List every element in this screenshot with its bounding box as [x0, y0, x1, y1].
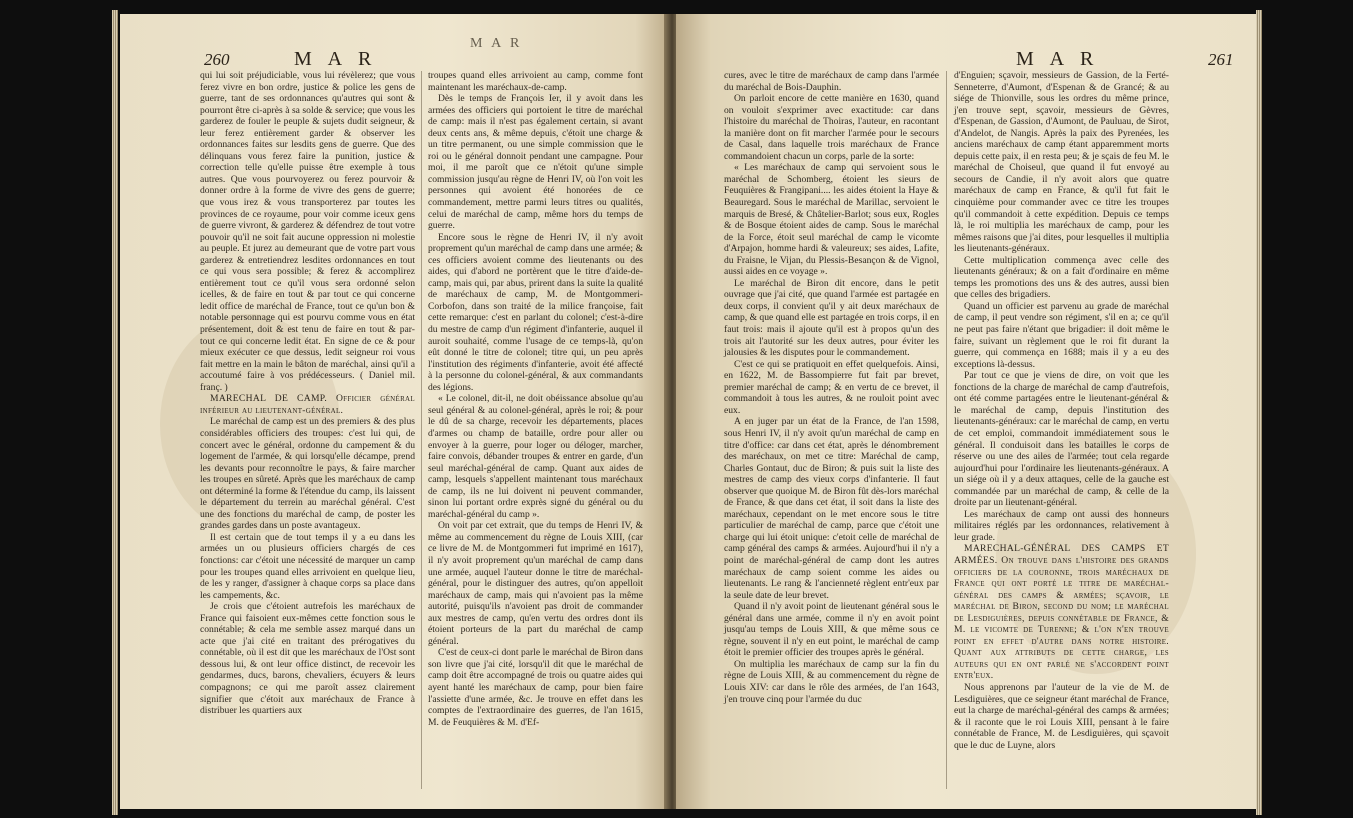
- paragraph: Encore sous le règne de Henri IV, il n'y avoit proprement qu'un maréchal de camp dans une armée; & ces officiers avoient comme des lieutenants ou des aides, qui d'abord ne portèrent que le titre d'aide-de-camp, mais qui, par abus, prirent dans la suite la qualité de maréchaux de camp, M. de Montgommeri-Corbofon, dans son traité de la milice françoise, fait cette remarque: c'est en parlant du colonel; c'est-à-dire du mestre de camp d'un régiment d'infanterie, auquel il auroit souhaité, comme l'usage de ce temps-là, qu'on eût donné le titre de colonel; titre qui, un peu après l'institution des régiments d'infanterie, avoit été affecté à la personne du colonel-général, & aux commandants des légions.: [428, 231, 643, 393]
- paragraph: qui lui soit préjudiciable, vous lui révèlerez; que vous ferez vivre en bon ordre, justice & police les gens de guerre, tant de ses ordonnances qu'autres qui sont & pourront être ci-après à sa solde & service; que vous les garderez de fouler le peuple & sujets dudit seigneur, & leur ferez entièrement garder & observer les ordonnances faites sur lesdits gens de guerre. Que des délinquans vous ferez faire la punition, justice & correction telle qu'elle puisse être exemple à tous autres. Que vous pourvoyerez ou ferez pourvoir & donner ordre à la forme de vivre des gens de guerre; que vous irez & vous transporterez par toutes les provinces de ce royaume, pour voir comme iceux gens de guerre vivront, & garderez & défendrez de tout votre pouvoir qu'il ne soit fait aucune oppression ni molestie au peuple. Et jurez au demeurant que de votre part vous garderez & entretiendrez lesdites ordonnances en tout ce qui vous sera possible; & ferez & accomplirez entièrement tout ce qu'il vous sera ordonné selon icelles, & de faire en tout & par tout ce qui concerne ledit office de maréchal de France, tout ce qu'un bon & notable personnage qui est pourvu comme vous en état présentement, doit & est tenu de faire en tout & par-tout ce qui concerne ledit état. En signe de ce & pour mieux exécuter ce que dessus, ledit seigneur roi vous fait mettre en la main le bâton de maréchal, ainsi qu'il a accoutumé faire à vos prédécesseurs. ( Daniel mil. franç. ): [200, 70, 415, 393]
- paragraph: Le maréchal de Biron dit encore, dans le petit ouvrage que j'ai cité, que quand l'armée est partagée en deux corps, il convient qu'il y ait deux maréchaux de camp, & que quand elle est partagée en trois corps, il en faut trois: mais il ajoute qu'il est à propos qu'un des trois ait l'autorité sur les deux autres, pour éviter les jalousies & les disputes pour le commandement.: [724, 277, 939, 359]
- paragraph: « Les maréchaux de camp qui servoient sous le maréchal de Schomberg, étoient les sieurs de Feuquières & Frangipani.... les aides étoient la Haye & Beauregard. Sous le maréchal de Marillac, servoient le marquis de Bresé, & Châtelier-Barlot; sous eux, Rogles & de Bosque étoient aides de camp. Sous le maréchal de la Force, étoit seul maréchal de camp le vicomte d'Arpajon, homme hardi & valeureux; ses aides, Lafite, du Fraisne, le Vijan, du Plessis-Besançon & de Vignol, aussi aides en ce voyage ».: [724, 162, 939, 278]
- paragraph: C'est de ceux-ci dont parle le maréchal de Biron dans son livre que j'ai cité, lorsqu'il dit que le maréchal de camp doit être accompagné de trois ou quatre aides qui ayent hanté les maréchaux de camp, pour bien faire l'assiette d'une armée, &c. Je trouve en effet dans les comptes de l'extraordinaire des guerres, de l'an 1615, M. de Feuquières & M. d'Ef-: [428, 647, 643, 728]
- paragraph: Le maréchal de camp est un des premiers & des plus considérables officiers des troupes: c'est lui qui, de concert avec le général, ordonne du campement & du logement de l'armée, & qui lorsqu'elle décampe, prend les devants pour reconnoître le pays, & faire marcher les troupes en sûreté. Après que les maréchaux de camp ont déterminé la forme & l'étendue du camp, ils laissent le département du terrein au maréchal général. C'est une des fonctions du maréchal de camp, de poster les grandes gardes dans un poste avantageux.: [200, 416, 415, 532]
- entry-heading: MARECHAL DE CAMP. Officier général inférieur au lieutenant-général.: [200, 393, 415, 416]
- paragraph: On parloit encore de cette manière en 1630, quand on vouloit s'exprimer avec exactitude: car dans l'histoire du maréchal de Thoiras, l'auteur, en racontant la manière dont on fit marcher l'armée pour le secours de Casal, dans laquelle trois maréchaux de France commandoient chacun un corps, parle de la sorte:: [724, 93, 939, 162]
- left-running-head: M A R: [294, 48, 378, 70]
- paragraph: troupes quand elles arrivoient au camp, comme font maintenant les maréchaux-de-camp.: [428, 70, 643, 93]
- right-page-edge: [1256, 10, 1262, 815]
- right-running-head: M A R: [1016, 48, 1100, 70]
- paragraph: cures, avec le titre de maréchaux de camp dans l'armée du maréchal de Bois-Dauphin.: [724, 70, 939, 93]
- paragraph: « Le colonel, dit-il, ne doit obéissance absolue qu'au seul général & au colonel-général, après le roi; & pour le dû de sa charge, recevoir les départements, places d'armes ou champ de bataille, ordre pour aller ou envoyer à la guerre, pour loger ou déloger, marcher, faire convois, débander troupes & entrer en garde, d'un seul maréchal-général de camp. Quant aux aides de camp, lesquels s'appellent maintenant tous maréchaux de camp, ils ne lui doivent ni peuvent commander, sinon lui portant ordre exprès signé du général ou du maréchal-général du camp ».: [428, 393, 643, 520]
- paragraph: Dès le temps de François Ier, il y avoit dans les armées des officiers qui portoient le titre de maréchal de camp: mais il n'est pas également certain, si avant deux cents ans, & même depuis, c'étoit une charge & un titre permanent, ou une simple commission que le roi ou le général donnoit pendant une campagne. Pour moi, il me paroît que ce n'étoit qu'une simple commission jusqu'au règne de Henri IV, où l'on voit les personnes qui avoient été honorées de ce commandement, mettre parmi leurs titres ou qualités, celui de maréchal de camp, même hors du temps de guerre.: [428, 93, 643, 232]
- right-page-number: 261: [1208, 50, 1234, 69]
- paragraph: Les maréchaux de camp ont aussi des honneurs militaires réglés par les ordonnances, relativement à leur grade.: [954, 508, 1169, 543]
- column-rule: [421, 71, 422, 789]
- paragraph: Il est certain que de tout temps il y a eu dans les armées un ou plusieurs officiers chargés de ces fonctions: car c'étoit une nécessité de marquer un camp pour les troupes quand elles arrivoient en quelque lieu, de les y ranger, d'assigner à chaque corps sa place dans les campements, &c.: [200, 531, 415, 601]
- paragraph: C'est ce qui se pratiquoit en effet quelquefois. Ainsi, en 1622, M. de Bassompierre fut fait par brevet, premier maréchal de camp; & en vertu de ce brevet, il commandoit à tous les autres, & ne rouloit point avec eux.: [724, 358, 939, 416]
- paragraph: d'Enguien; sçavoir, messieurs de Gassion, de la Ferté-Senneterre, d'Aumont, d'Espenan & de Grancé; & au siége de Thionville, sous les ordres du même prince, j'en trouve sept, sçavoir, messieurs de Gèvres, d'Espenan, de Gassion, d'Aumont, de Pauluau, de Sirot, d'Andelot, de Nangis. Après la paix des Pyrenées, les anciens maréchaux de camp étant apparemment morts depuis cette paix, il en resta peu; & je sçais de feu M. le maréchal de Choiseul, que quand il fut envoyé au secours de Candie, il n'y avoit alors que quatre maréchaux de camp en France, & qu'il fut fait le cinquième pour commander avec ce titre les troupes qu'il commandoit à cette expédition. Depuis ce temps là, le roi multiplia les maréchaux de camp, pour les mêmes raisons que j'ai dites, pour lesquelles il multiplia les lieutenants-généraux.: [954, 70, 1169, 255]
- column-rule: [946, 71, 947, 789]
- entry-heading: MARECHAL-GÉNÉRAL DES CAMPS ET ARMÉES. On trouve dans l'histoire des grands officiers de la couronne, trois maréchaux de France qui ont porté le titre de maréchal-général des camps & armées; sçavoir, le maréchal de Biron, second du nom; le maréchal de Lesdiguières, depuis connétable de France, & M. le vicomte de Turenne; & l'on n'en trouve point en effet d'autre dans notre histoire. Quant aux attributs de cette charge, les auteurs qui en ont parlé ne s'accordent point entr'eux.: [954, 543, 1169, 682]
- left-column-2: [428, 70, 643, 728]
- left-page-number: 260: [204, 50, 230, 69]
- paragraph: Quand un officier est parvenu au grade de maréchal de camp, il peut vendre son régiment, s'il en a; ce qu'il ne peut pas faire n'étant que brigadier: il doit même le faire, suivant un règlement que le roi fit durant la guerre, qui commença en 1688; mais il y a eu des exceptions là-dessus.: [954, 300, 1169, 370]
- paragraph: Je crois que c'étoient autrefois les maréchaux de France qui faisoient eux-mêmes cette fonction sous le connétable; & cela me semble assez marqué dans un acte que j'ai cité en traitant des prérogatives du connétable, où il est dit que les maréchaux de l'Ost sont dessous lui, & ont leur office distinct, de recevoir les gendarmes, ducs, barons, chevaliers, écuyers & leurs compagnons; ce qui me paroît assez clairement signifier que c'étoit aux maréchaux de France à distribuer les quartiers aux: [200, 601, 415, 717]
- right-column-2: [954, 70, 1169, 751]
- right-page: [676, 14, 1256, 809]
- left-page: [120, 14, 668, 809]
- paragraph: Nous apprenons par l'auteur de la vie de M. de Lesdiguières, que ce seigneur étant maréchal de France, eut la charge de maréchal-général des camps & armées; & il raconte que le roi Louis XIII, pensant à le faire connétable de France, M. de Lesdiguières, qui sçavoit que le duc de Luyne, alors: [954, 681, 1169, 751]
- paragraph: On voit par cet extrait, que du temps de Henri IV, & même au commencement du règne de Louis XIII, (car ce livre de M. de Montgommeri fut imprimé en 1617), il n'y avoit proprement qu'un maréchal de camp dans une armée, auquel l'auteur donne le titre de maréchal-général, pour le distinguer des autres, qu'on appelloit maréchaux de camp, mais qui n'avoient pas la même autorité, puisqu'ils n'avoient pas droit de commander aux mestres de camp, qu'en vertu des ordres dont ils étoient porteurs de la part du maréchal de camp général.: [428, 520, 643, 647]
- right-column-1: [724, 70, 939, 705]
- left-page-edge: [112, 10, 118, 815]
- paragraph: Quand il n'y avoit point de lieutenant général sous le général dans une armée, comme il n'y en avoit point jusqu'au temps de Louis XIII, & que même sous ce règne, souvent il n'y en eut point, le maréchal de camp étoit le premier officier des troupes après le général.: [724, 601, 939, 659]
- paragraph: Cette multiplication commença avec celle des lieutenants généraux; & on a fait d'ordinaire en même temps les promotions des uns & des autres, aussi bien que celles des brigadiers.: [954, 254, 1169, 301]
- left-mid-head: M A R: [470, 36, 523, 51]
- paragraph: A en juger par un état de la France, de l'an 1598, sous Henri IV, il n'y avoit qu'un maréchal de camp en titre d'office: car dans cet état, après le dénombrement des maréchaux, on met ce titre: Maréchal de camp, Charles Gontaut, duc de Biron; & puis suit la liste des mestres de camp des vieux corps d'infanterie. Il faut observer que quoique M. de Biron fût dès-lors maréchal de France, & que dans cet état, il soit dans la liste des maréchaux, cependant on le met encore sous le titre particulier de maréchal de camp, parce que c'étoit une charge qui lui étoit unique: c'etoit celle de maréchal de camp général des camps & armées. Aujourd'hui il n'y a point de maréchal-général de camp dont les autres maréchaux de camp soient comme les aides ou lieutenants. Le rang & l'ancienneté règlent entr'eux par la seule date de leur brevet.: [724, 416, 939, 601]
- paragraph: On multiplia les maréchaux de camp sur la fin du règne de Louis XIII, & au commencement du règne de Louis XIV: car dans le rôle des armées, de l'an 1643, j'en trouve cinq pour l'armée du duc: [724, 658, 939, 705]
- left-column-1: [200, 70, 415, 717]
- paragraph: Par tout ce que je viens de dire, on voit que les fonctions de la charge de maréchal de camp d'autrefois, ont été comme partagées entre le lieutenant-général & le maréchal de camp, depuis l'institution des lieutenants-généraux: car le maréchal de camp, en vertu de cet emploi, commandoit immédiatement sous le général. Il conduisoit dans les batailles le corps de réserve ou une des ailes de l'armée; tout cela regarde aujourd'hui pour l'ordinaire les lieutenants-généraux. A un siége où il y a deux attaques, celle de la gauche est commandée par un maréchal de camp, & celle de la droite par un lieutenant-général.: [954, 370, 1169, 509]
